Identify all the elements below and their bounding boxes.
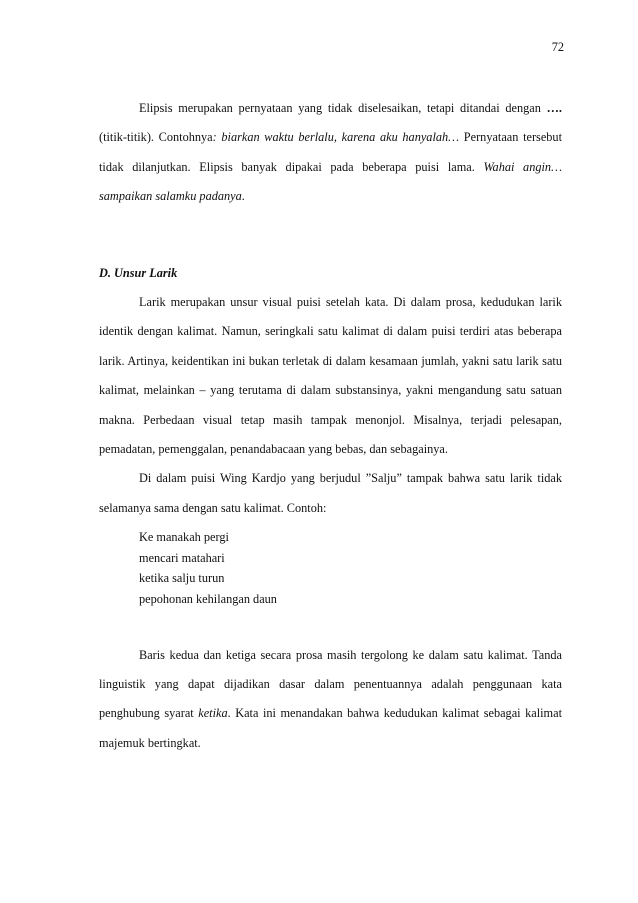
closing-term: ketika [198,706,228,721]
ellipsis-example-1: : biarkan waktu berlalu, karena aku hanyalah… [212,130,460,145]
section-heading: D. Unsur Larik [99,265,178,280]
ellipsis-dots: …. [546,101,562,115]
poem-line: mencari matahari [139,550,225,565]
ellipsis-text-3: Pernyataan tersebut tidak dilanjutkan. Elipsis banyak dipakai pada beberapa puisi lama. [99,130,562,174]
closing-paragraph [99,641,562,759]
poem-lines [139,527,562,609]
ellipsis-example-2: Wahai angin… sampaikan salamku padanya [99,159,563,204]
closing-text-2: . Kata ini menandakan bahwa kedudukan kalimat sebagai kalimat majemuk bertingkat. [99,706,562,750]
closing-text-1: Baris kedua dan ketiga secara prosa masih tergolong ke dalam satu kalimat. Tanda linguistik yang dapat dijadikan dasar dalam penentuannya adalah penggunaan kata penghubung syarat [99,647,562,721]
page-content [99,94,562,758]
poem-line: Ke manakah pergi [139,530,229,545]
ellipsis-text-4: . [241,189,245,204]
ellipsis-paragraph [99,94,562,212]
poem-line: ketika salju turun [139,571,225,586]
page-number: 72 [551,40,564,54]
larik-paragraph: Larik merupakan unsur visual puisi setelah kata. Di dalam prosa, kedudukan larik identik dengan kalimat. Namun, seringkali satu kalimat di dalam puisi terdiri atas beberapa larik. Artinya, keidentikan ini bukan terletak di dalam kesamaan jumlah, yakni satu larik satu kalimat, melainkan – yang terutama di dalam substansinya, yakni mengandung satu satuan makna. Perbedaan visual tetap masih tampak menonjol. Misalnya, terjadi pelesapan, pemadatan, pemenggalan, penandabacaan yang bebas, dan sebagainya. [99,295,562,457]
ellipsis-text-1: Elipsis merupakan pernyataan yang tidak diselesaikan, tetapi ditandai dengan [139,101,547,115]
section-gap [99,212,562,259]
poem-line: pepohonan kehilangan daun [139,592,277,607]
poem-block [99,523,562,640]
ellipsis-text-2: (titik-titik). Contohnya [99,130,213,145]
example-intro-paragraph: Di dalam puisi Wing Kardjo yang berjudul ”Salju” tampak bahwa satu larik tidak selamanya sama dengan satu kalimat. Contoh: [99,471,562,515]
